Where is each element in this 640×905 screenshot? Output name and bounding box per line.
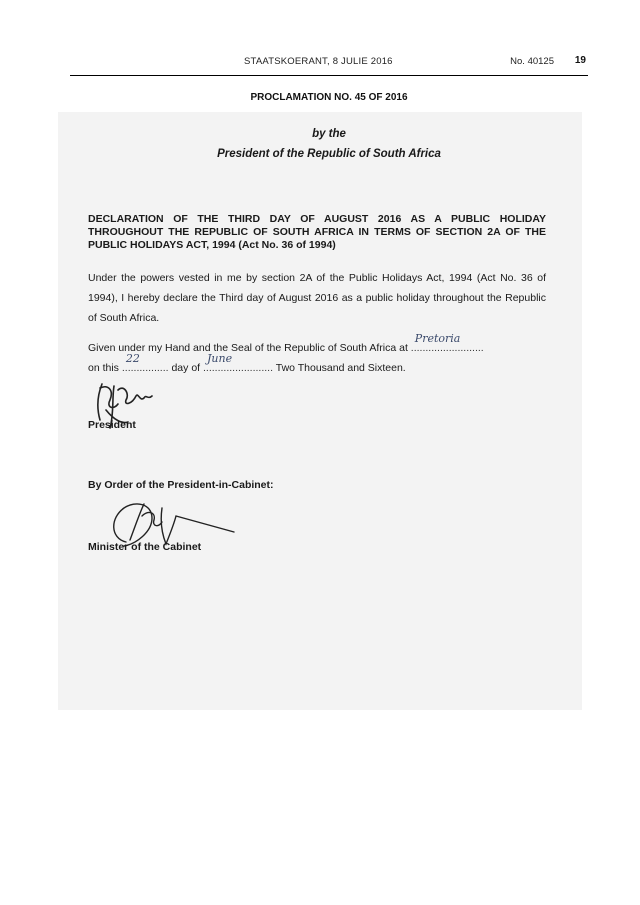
president-title: President of the Republic of South Africa (217, 148, 441, 160)
place-field (410, 332, 484, 355)
given-prefix: Given under my Hand and the Seal of the Republic of South Africa at (88, 342, 408, 354)
president-label: President (88, 419, 136, 431)
date-line (88, 352, 558, 375)
place-handwritten: Pretoria (414, 332, 461, 345)
day-dots: ................ (121, 362, 169, 374)
year-text: Two Thousand and Sixteen. (275, 362, 406, 374)
declaration-body: Under the powers vested in me by section 2A of the Public Holidays Act, 1994 (Act No. 36 of 1994), I hereby declare the Third day of August 2016 as a public holiday throughout the Republic of South Africa. (88, 272, 546, 324)
declaration-heading: DECLARATION OF THE THIRD DAY OF AUGUST 2016 AS A PUBLIC HOLIDAY THROUGHOUT THE REPUBLIC OF SOUTH AFRICA IN TERMS OF SECTION 2A OF THE PUBLIC HOLIDAYS ACT, 1994 (Act No. 36 of 1994) (88, 213, 546, 251)
month-handwritten: June (207, 352, 233, 365)
day-field (121, 352, 169, 375)
gazette-title: STAATSKOERANT, 8 JULIE 2016 (244, 56, 393, 67)
on-this-label: on this (88, 362, 119, 374)
issue-number: No. 40125 (510, 56, 554, 67)
day-handwritten: 22 (125, 352, 140, 365)
given-under-line (88, 332, 558, 355)
place-dots: ......................... (410, 342, 484, 354)
page-header (70, 55, 588, 76)
minister-label: Minister of the Cabinet (88, 541, 202, 553)
page-number: 19 (574, 55, 586, 66)
month-field (203, 352, 274, 375)
by-order-line: By Order of the President-in-Cabinet: (88, 479, 274, 491)
month-dots: ........................ (203, 362, 274, 374)
proclamation-number: PROCLAMATION NO. 45 OF 2016 (250, 92, 408, 103)
day-of-label: day of (171, 362, 201, 374)
by-the-line: by the (312, 128, 346, 140)
